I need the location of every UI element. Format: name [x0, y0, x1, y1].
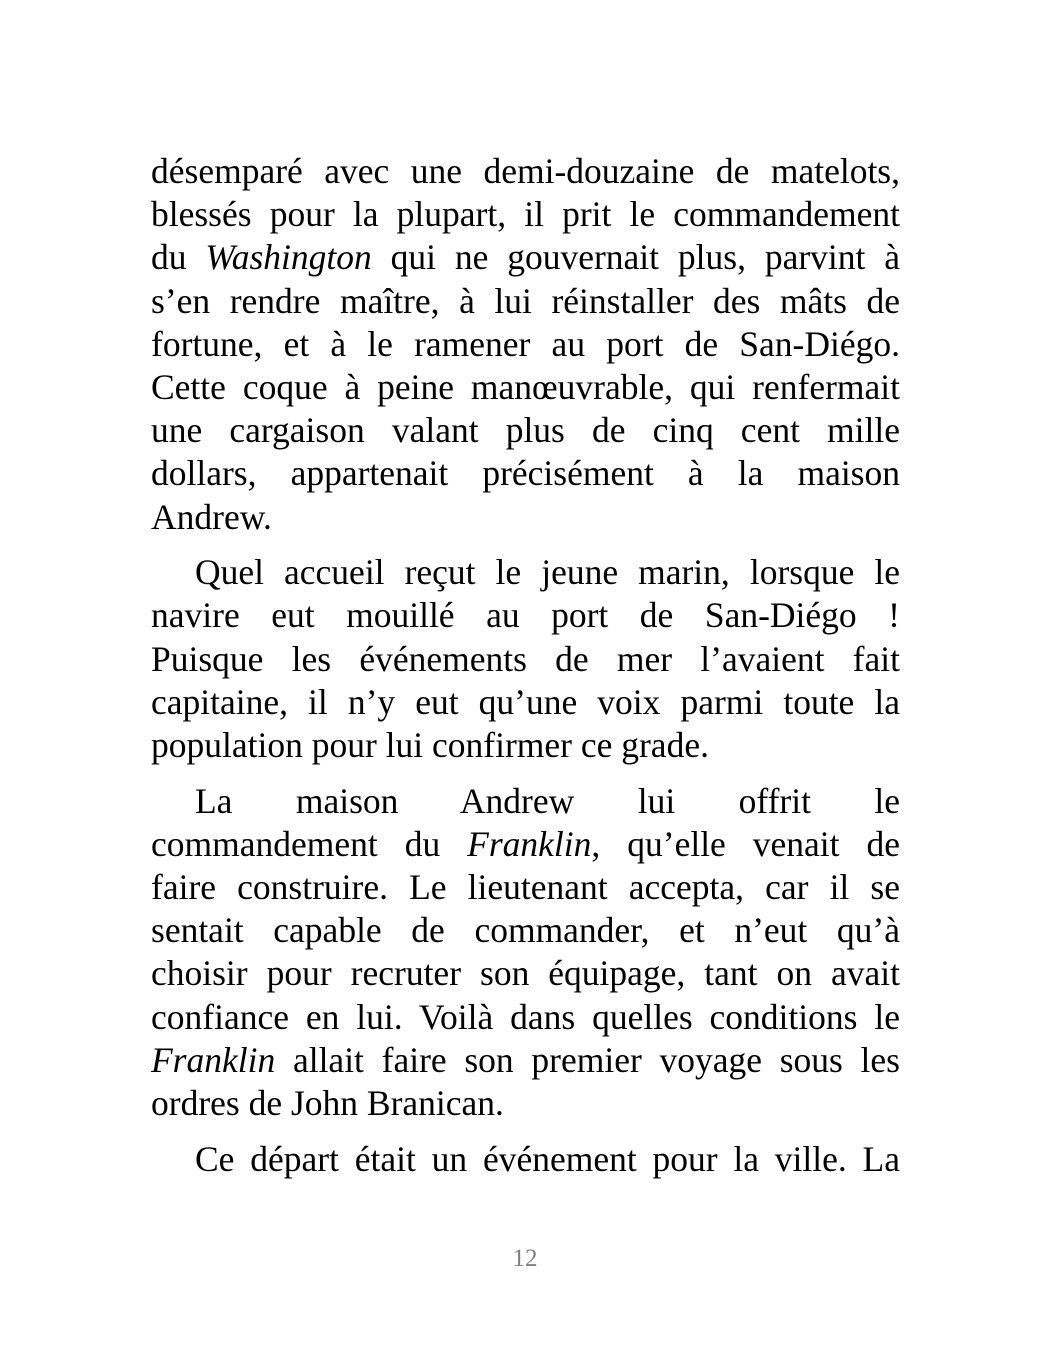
text-segment: allait faire son premier voyage sous les	[275, 1039, 900, 1080]
text-segment: population pour lui confirmer ce grade.	[151, 724, 709, 765]
text-segment: qui ne gouvernait plus, parvint à	[371, 237, 901, 278]
text-line	[151, 236, 900, 279]
italic-ship-name: Franklin	[467, 823, 592, 864]
text-segment: , qu’elle venait de	[591, 823, 900, 864]
text-segment: La maison Andrew lui offrit le	[195, 780, 900, 821]
text-segment: Cette coque à peine manœuvrable, qui renfermait	[151, 366, 900, 407]
paragraph	[151, 150, 900, 539]
page-number: 12	[512, 1245, 538, 1272]
text-segment: s’en rendre maître, à lui réinstaller des mâts de	[151, 280, 900, 321]
text-line	[151, 681, 900, 724]
text-line	[151, 366, 900, 409]
paragraph-gap	[151, 767, 900, 780]
text-segment: blessés pour la plupart, il prit le commandement	[151, 194, 900, 235]
text-segment: du	[151, 237, 206, 278]
text-line	[151, 551, 900, 594]
text-segment: sentait capable de commander, et n’eut qu’à	[151, 910, 900, 951]
text-segment: Quel accueil reçut le jeune marin, lorsque le	[195, 552, 900, 593]
text-segment: navire eut mouillé au port de San-Diégo !	[151, 595, 900, 636]
text-line	[151, 150, 900, 193]
text-line	[151, 1082, 900, 1125]
text-segment: désemparé avec une demi-douzaine de matelots,	[151, 151, 900, 191]
text-segment: une cargaison valant plus de cinq cent mille	[151, 410, 900, 451]
paragraph-gap	[151, 539, 900, 552]
text-line	[151, 594, 900, 637]
text-line	[151, 1039, 900, 1082]
text-line	[151, 193, 900, 236]
text-line	[151, 638, 900, 681]
text-line	[151, 780, 900, 823]
text-line	[151, 496, 900, 539]
text-line	[151, 724, 900, 767]
text-line	[151, 1138, 900, 1181]
text-segment: dollars, appartenait précisément à la maison	[151, 453, 900, 494]
italic-ship-name: Franklin	[151, 1039, 276, 1080]
text-segment: faire construire. Le lieutenant accepta, car il se	[151, 867, 900, 907]
text-segment: Ce départ était un événement pour la ville. La	[195, 1138, 900, 1179]
text-segment: ordres de John Branican.	[151, 1082, 504, 1123]
text-line	[151, 323, 900, 366]
text-segment: fortune, et à le ramener au port de San-Diégo.	[151, 323, 900, 364]
text-line	[151, 280, 900, 323]
text-line	[151, 952, 900, 995]
text-line	[151, 409, 900, 452]
paragraph	[151, 551, 900, 767]
text-line	[151, 452, 900, 495]
paragraph-gap	[151, 1125, 900, 1138]
text-line	[151, 996, 900, 1039]
paragraph	[151, 780, 900, 1126]
text-segment: confiance en lui. Voilà dans quelles conditions le	[151, 996, 900, 1037]
paragraph	[151, 1138, 900, 1181]
text-segment: commandement du	[151, 823, 468, 864]
body-text	[151, 150, 900, 1181]
italic-ship-name: Washington	[205, 237, 372, 278]
text-segment: Puisque les événements de mer l’avaient fait	[151, 638, 900, 679]
text-segment: choisir pour recruter son équipage, tant on avait	[151, 953, 900, 994]
text-line	[151, 823, 900, 866]
text-segment: Andrew.	[151, 496, 272, 537]
text-line	[151, 909, 900, 952]
text-segment: capitaine, il n’y eut qu’une voix parmi toute la	[151, 681, 900, 722]
text-line	[151, 866, 900, 909]
